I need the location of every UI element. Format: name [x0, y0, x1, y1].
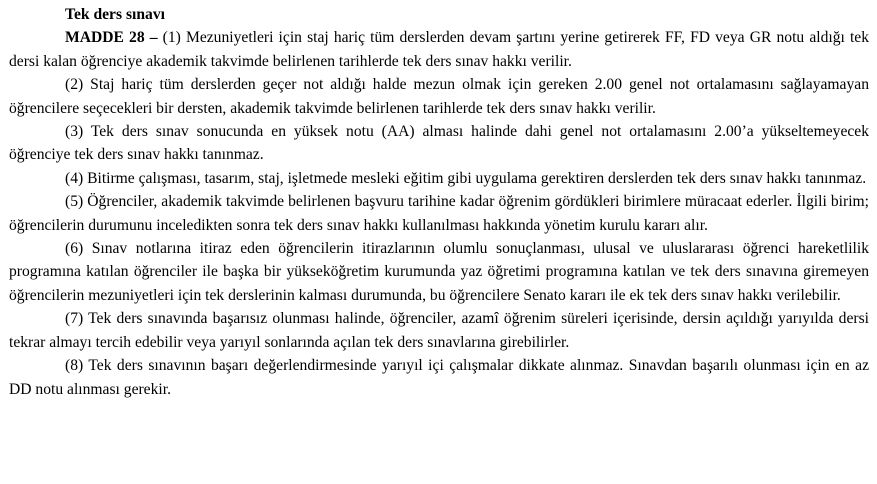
- section-heading: Tek ders sınavı: [65, 6, 165, 23]
- paragraph-1: [9, 26, 869, 73]
- paragraph-7: (7) Tek ders sınavında başarısız olunması halinde, öğrenciler, azamî öğrenim süreleri içerisinde, dersin açıldığı yarıyılda dersi tekrar almayı tercih edebilir veya yarıyıl sonlarında açılan tek ders sınavlarına girebilirler.: [9, 310, 869, 351]
- paragraph-3: (3) Tek ders sınav sonucunda en yüksek notu (AA) alması halinde dahi genel not ortalamasını 2.00’a yükseltemeyecek öğrenciye tek ders sınav hakkı tanınmaz.: [9, 123, 869, 164]
- paragraph-4: (4) Bitirme çalışması, tasarım, staj, işletmede mesleki eğitim gibi uygulama gerektiren derslerden tek ders sınav hakkı tanınmaz.: [65, 169, 867, 187]
- paragraph-1-text: (1) Mezuniyetleri için staj hariç tüm derslerden devam şartını yerine getirerek FF, FD veya GR notu aldığı tek dersi kalan öğrenciye akademik takvimde belirlenen tarihlerde tek ders sınav hakkı verilir.: [9, 29, 870, 70]
- paragraph-5: (5) Öğrenciler, akademik takvimde belirlenen başvuru tarihine kadar öğrenim gördükleri birimlere müracaat ederler. İlgili birim; öğrencilerin durumunu inceledikten sonra tek ders sınav hakkı kullanılması hakkında yönetim kurulu kararı alır.: [9, 193, 869, 234]
- paragraph-6: (6) Sınav notlarına itiraz eden öğrencilerin itirazlarının olumlu sonuçlanması, ulusal ve uluslararası öğrenci hareketlilik programına katılan öğrenciler ile başka bir yükseköğretim kurumunda yaz öğretimi programına katılan ve tek ders sınavına giremeyen öğrencilerin mezuniyetleri için tek derslerinin kalması durumunda, bu öğrencilere Senato kararı ile ek tek ders sınav hakkı verilebilir.: [9, 240, 869, 304]
- paragraph-2: (2) Staj hariç tüm derslerden geçer not aldığı halde mezun olmak için gereken 2.00 genel not ortalamasını sağlayamayan öğrencilere seçecekleri bir dersten, akademik takvimde belirlenen tarihlerde tek ders sınav hakkı verilir.: [9, 76, 869, 117]
- paragraph-8: (8) Tek ders sınavının başarı değerlendirmesinde yarıyıl içi çalışmalar dikkate alınmaz. Sınavdan başarılı olunması için en az DD notu alınması gerekir.: [9, 357, 869, 398]
- article-label: MADDE 28 –: [65, 29, 158, 47]
